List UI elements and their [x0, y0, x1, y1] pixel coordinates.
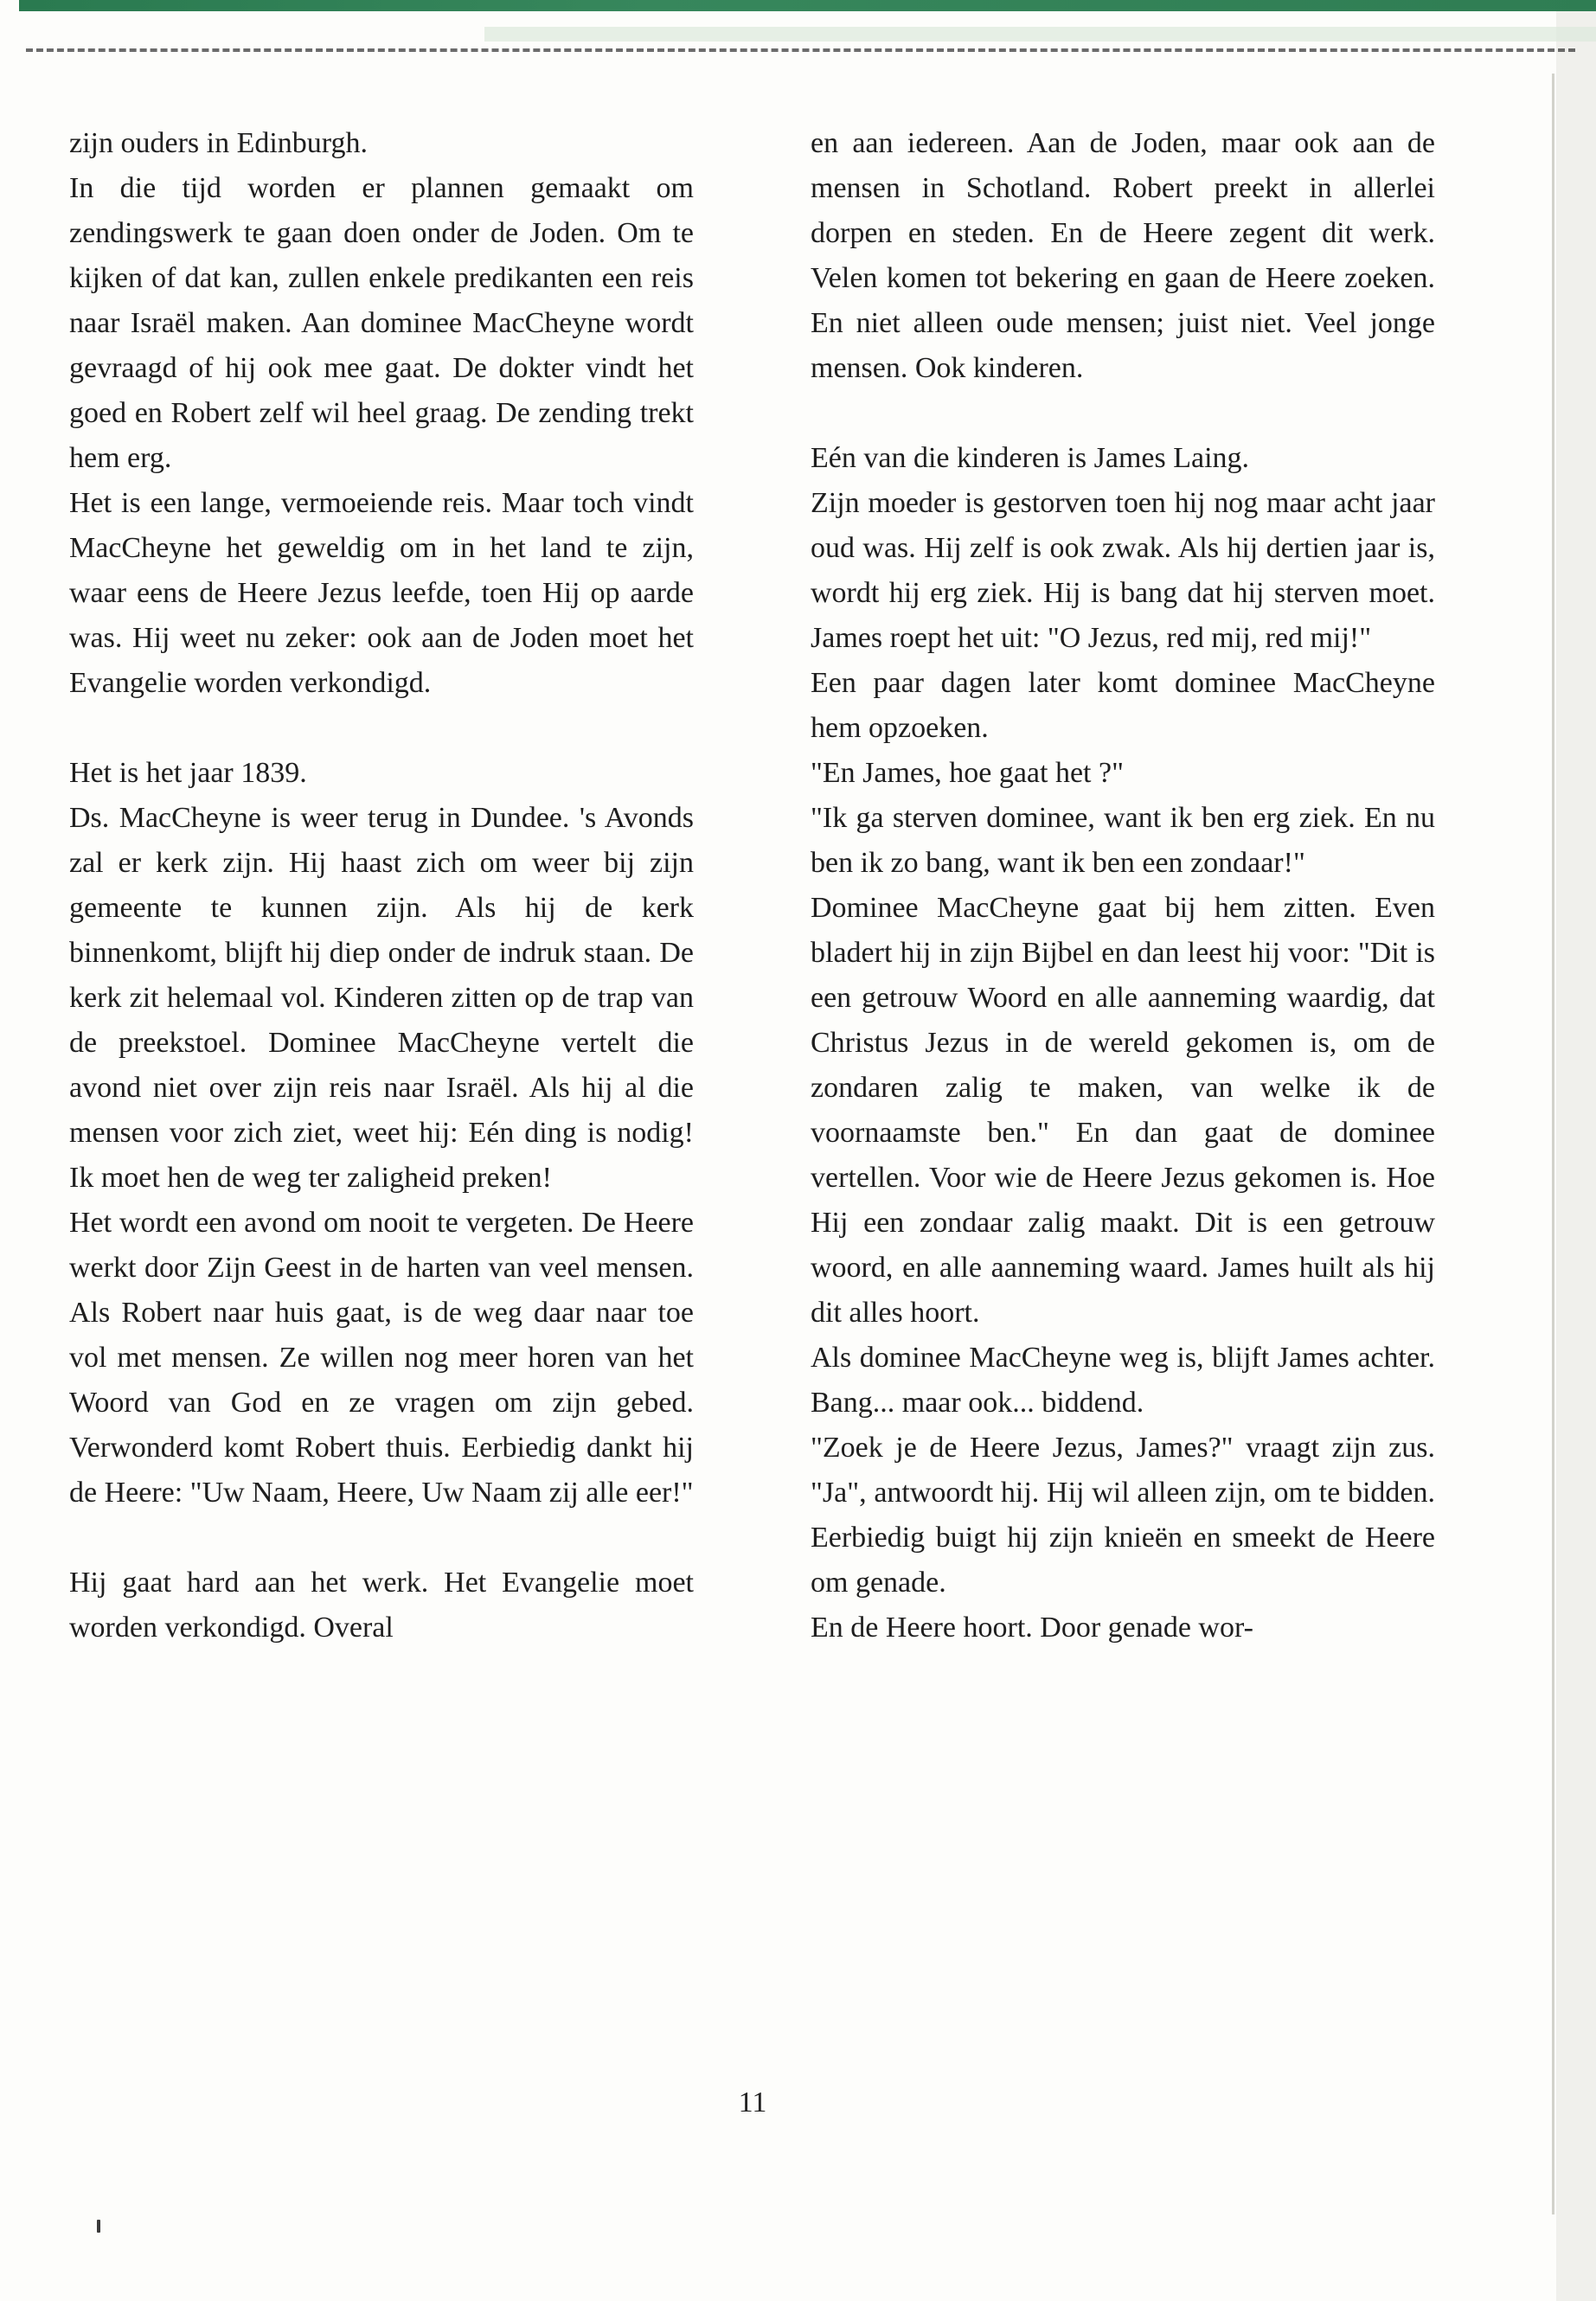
right-column [811, 121, 1435, 1650]
paragraph: En de Heere hoort. Door genade wor- [811, 1612, 1253, 1644]
paragraph: "En James, hoe gaat het ?" [811, 757, 1124, 789]
paragraph: "Ik ga sterven dominee, want ik ben erg ziek. En nu ben ik zo bang, want ik ben een zondaar!" [811, 802, 1435, 879]
paragraph: Hij gaat hard aan het werk. Het Evangelie moet worden verkondigd. Overal [69, 1567, 694, 1644]
page-content [69, 121, 1436, 1650]
left-column [69, 121, 694, 1650]
paragraph: Een paar dagen later komt dominee MacCheyne hem opzoeken. [811, 667, 1435, 744]
paragraph: Zijn moeder is gestorven toen hij nog maar acht jaar oud was. Hij zelf is ook zwak. Als hij dertien jaar is, wordt hij erg ziek. Hij is bang dat hij sterven moet. James roept het uit: "O Jezus, red mij, red mij!" [811, 487, 1435, 654]
scan-top-pale-strip [484, 27, 1596, 42]
scan-top-green-bar [19, 0, 1596, 11]
paragraph: Ds. MacCheyne is weer terug in Dundee. 's Avonds zal er kerk zijn. Hij haast zich om weer bij zijn gemeente te kunnen zijn. Als hij de kerk binnenkomt, blijft hij diep onder de indruk staan. De kerk zit helemaal vol. Kinderen zitten op de trap van de preekstoel. Dominee MacCheyne vertelt die avond niet over zijn reis naar Israël. Als hij al die mensen voor zich ziet, weet hij: Eén ding is nodig! Ik moet hen de weg ter zaligheid preken! [69, 802, 694, 1194]
scan-right-edge-band [1556, 0, 1596, 2301]
scan-top-dashed-line [26, 48, 1575, 52]
paragraph: Dominee MacCheyne gaat bij hem zitten. Even bladert hij in zijn Bijbel en dan leest hij voor: "Dit is een getrouw Woord en alle aanneming waardig, dat Christus Jezus in de wereld gekomen is, om de zondaren zalig te maken, van welke ik de voornaamste ben." En dan gaat de dominee vertellen. Voor wie de Heere Jezus gekomen is. Hoe Hij een zondaar zalig maakt. Dit is een getrouw woord, en alle aanneming waard. James huilt als hij dit alles hoort. [811, 892, 1435, 1329]
paragraph: In die tijd worden er plannen gemaakt om zendingswerk te gaan doen onder de Joden. Om te kijken of dat kan, zullen enkele predikanten een reis naar Israël maken. Aan dominee MacCheyne wordt gevraagd of hij ook mee gaat. De dokter vindt het goed en Robert zelf wil heel graag. De zending trekt hem erg. [69, 172, 694, 474]
paragraph: Het wordt een avond om nooit te vergeten. De Heere werkt door Zijn Geest in de harten van veel mensen. Als Robert naar huis gaat, is de weg daar naar toe vol met mensen. Ze willen nog meer horen van het Woord van God en ze vragen om zijn gebed. Verwonderd komt Robert thuis. Eerbiedig dankt hij de Heere: "Uw Naam, Heere, Uw Naam zij alle eer!" [69, 1207, 694, 1509]
scan-ink-speck [97, 2220, 100, 2233]
scan-page-edge-line [1552, 74, 1554, 2214]
page-number: 11 [738, 2086, 767, 2118]
paragraph: Eén van die kinderen is James Laing. [811, 442, 1250, 474]
paragraph: Het is het jaar 1839. [69, 757, 307, 789]
paragraph: zijn ouders in Edinburgh. [69, 127, 368, 159]
paragraph: en aan iedereen. Aan de Joden, maar ook aan de mensen in Schotland. Robert preekt in allerlei dorpen en steden. En de Heere zegent dit werk. Velen komen tot bekering en gaan de Heere zoeken. En niet alleen oude mensen; juist niet. Veel jonge mensen. Ook kinderen. [811, 127, 1435, 384]
paragraph: Als dominee MacCheyne weg is, blijft James achter. Bang... maar ook... biddend. [811, 1342, 1435, 1419]
paragraph: "Zoek je de Heere Jezus, James?" vraagt zijn zus. "Ja", antwoordt hij. Hij wil alleen zijn, om te bidden. Eerbiedig buigt hij zijn knieën en smeekt de Heere om genade. [811, 1432, 1435, 1599]
paragraph: Het is een lange, vermoeiende reis. Maar toch vindt MacCheyne het geweldig om in het land te zijn, waar eens de Heere Jezus leefde, toen Hij op aarde was. Hij weet nu zeker: ook aan de Joden moet het Evangelie worden verkondigd. [69, 487, 694, 699]
